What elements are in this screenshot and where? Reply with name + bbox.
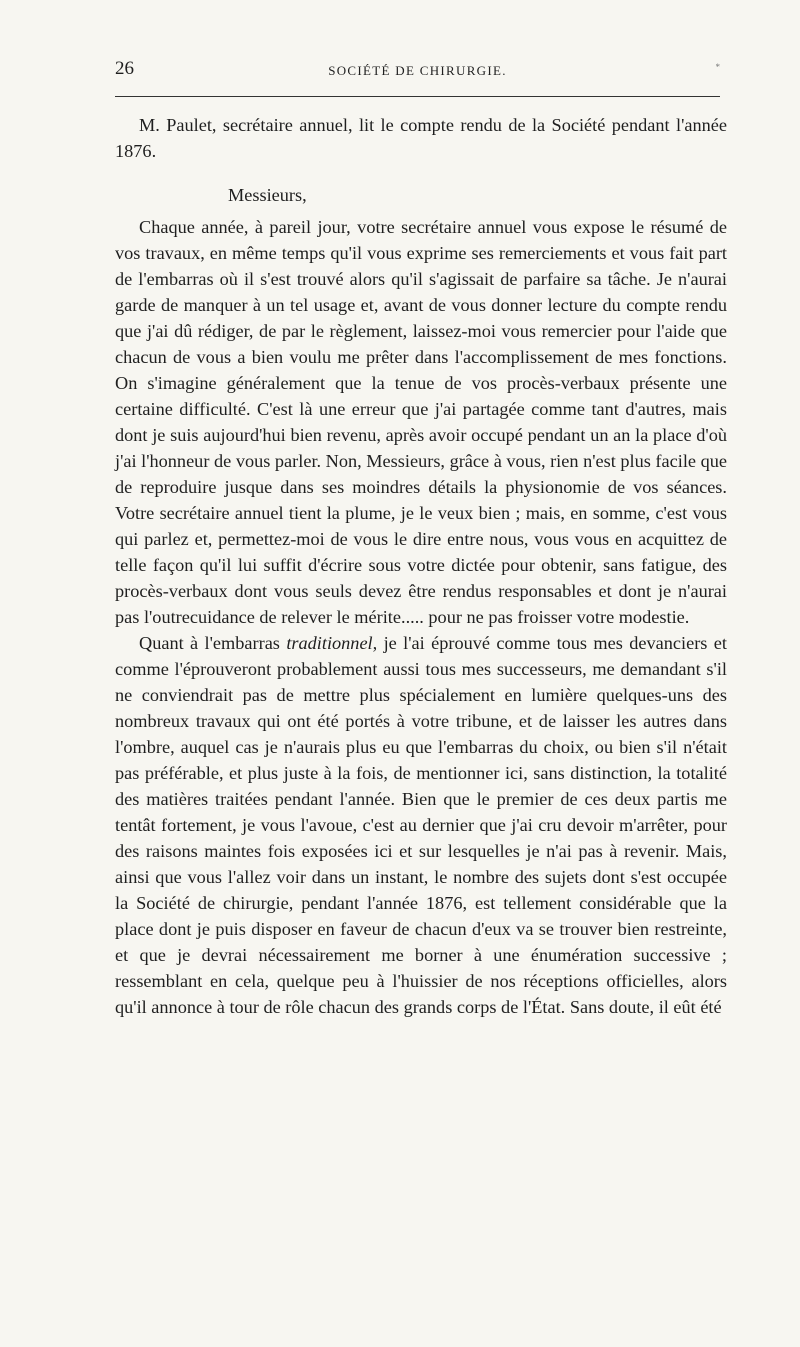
header-mark: *: [715, 62, 720, 72]
paragraph-2-start: Quant à l'embarras: [139, 633, 287, 653]
paragraph-2-emphasis: traditionnel,: [286, 633, 378, 653]
page-number: 26: [115, 58, 134, 79]
page-body: [115, 112, 727, 1020]
paragraph-2-rest: je l'ai éprouvé comme tous mes devanciers et comme l'éprouveront probablement aussi tous mes successeurs, me demandant s'il ne conviendrait pas de mettre plus spécialement en lumière quelques-uns des nombreux travaux qui ont été portés à votre tribune, et de laisser les autres dans l'ombre, auquel cas je n'aurais plus eu que l'embarras du choix, ou bien s'il n'était pas préférable, et plus juste à la fois, de mentionner ici, sans distinction, la totalité des matières traitées pendant l'année. Bien que le premier de ces deux partis me tentât fortement, je vous l'avoue, c'est au dernier que j'ai cru devoir m'arrêter, pour des raisons maintes fois exposées ici et sur lesquelles je n'ai pas à revenir. Mais, ainsi que vous l'allez voir dans un instant, le nombre des sujets dont s'est occupée la Société de chirurgie, pendant l'année 1876, est tellement considérable que la place dont je puis disposer en faveur de chacun d'eux va se trouver bien restreinte, et que je devrai nécessairement me borner à une énumération successive ; ressemblant en cela, quelque peu à l'huissier de nos réceptions officielles, alors qu'il annonce à tour de rôle chacun des grands corps de l'État. Sans doute, il eût été: [115, 633, 727, 1017]
page-header: [115, 58, 720, 88]
intro-paragraph: M. Paulet, secrétaire annuel, lit le compte rendu de la Société pendant l'année 1876.: [115, 115, 727, 161]
running-title: SOCIÉTÉ DE CHIRURGIE.: [328, 63, 507, 78]
paragraph-1: Chaque année, à pareil jour, votre secrétaire annuel vous expose le résumé de vos travaux, en même temps qu'il vous exprime ses remerciements et vous fait part de l'embarras où il s'est trouvé alors qu'il s'agissait de parfaire sa tâche. Je n'aurai garde de manquer à un tel usage et, avant de vous donner lecture du compte rendu que j'ai dû rédiger, de par le règlement, laissez-moi vous remercier pour l'aide que chacun de vous a bien voulu me prêter dans l'accomplissement de mes fonctions. On s'imagine généralement que la tenue de vos procès-verbaux présente une certaine difficulté. C'est là une erreur que j'ai partagée comme tant d'autres, mais dont je suis aujourd'hui bien revenu, après avoir occupé pendant un an la place d'où j'ai l'honneur de vous parler. Non, Messieurs, grâce à vous, rien n'est plus facile que de reproduire jusque dans ses moindres détails la physionomie de vos séances. Votre secrétaire annuel tient la plume, je le veux bien ; mais, en somme, c'est vous qui parlez et, permettez-moi de vous le dire entre nous, vous vous en acquittez de telle façon qu'il lui suffit d'écrire sous votre dictée pour obtenir, sans fatigue, des procès-verbaux dont vous seuls devez être rendus responsables et dont je n'aurai pas l'outrecuidance de relever le mérite..... pour ne pas froisser votre modestie.: [115, 217, 727, 627]
salutation: Messieurs,: [228, 185, 307, 205]
paragraph-2: [115, 630, 727, 1020]
header-rule: [115, 96, 720, 97]
